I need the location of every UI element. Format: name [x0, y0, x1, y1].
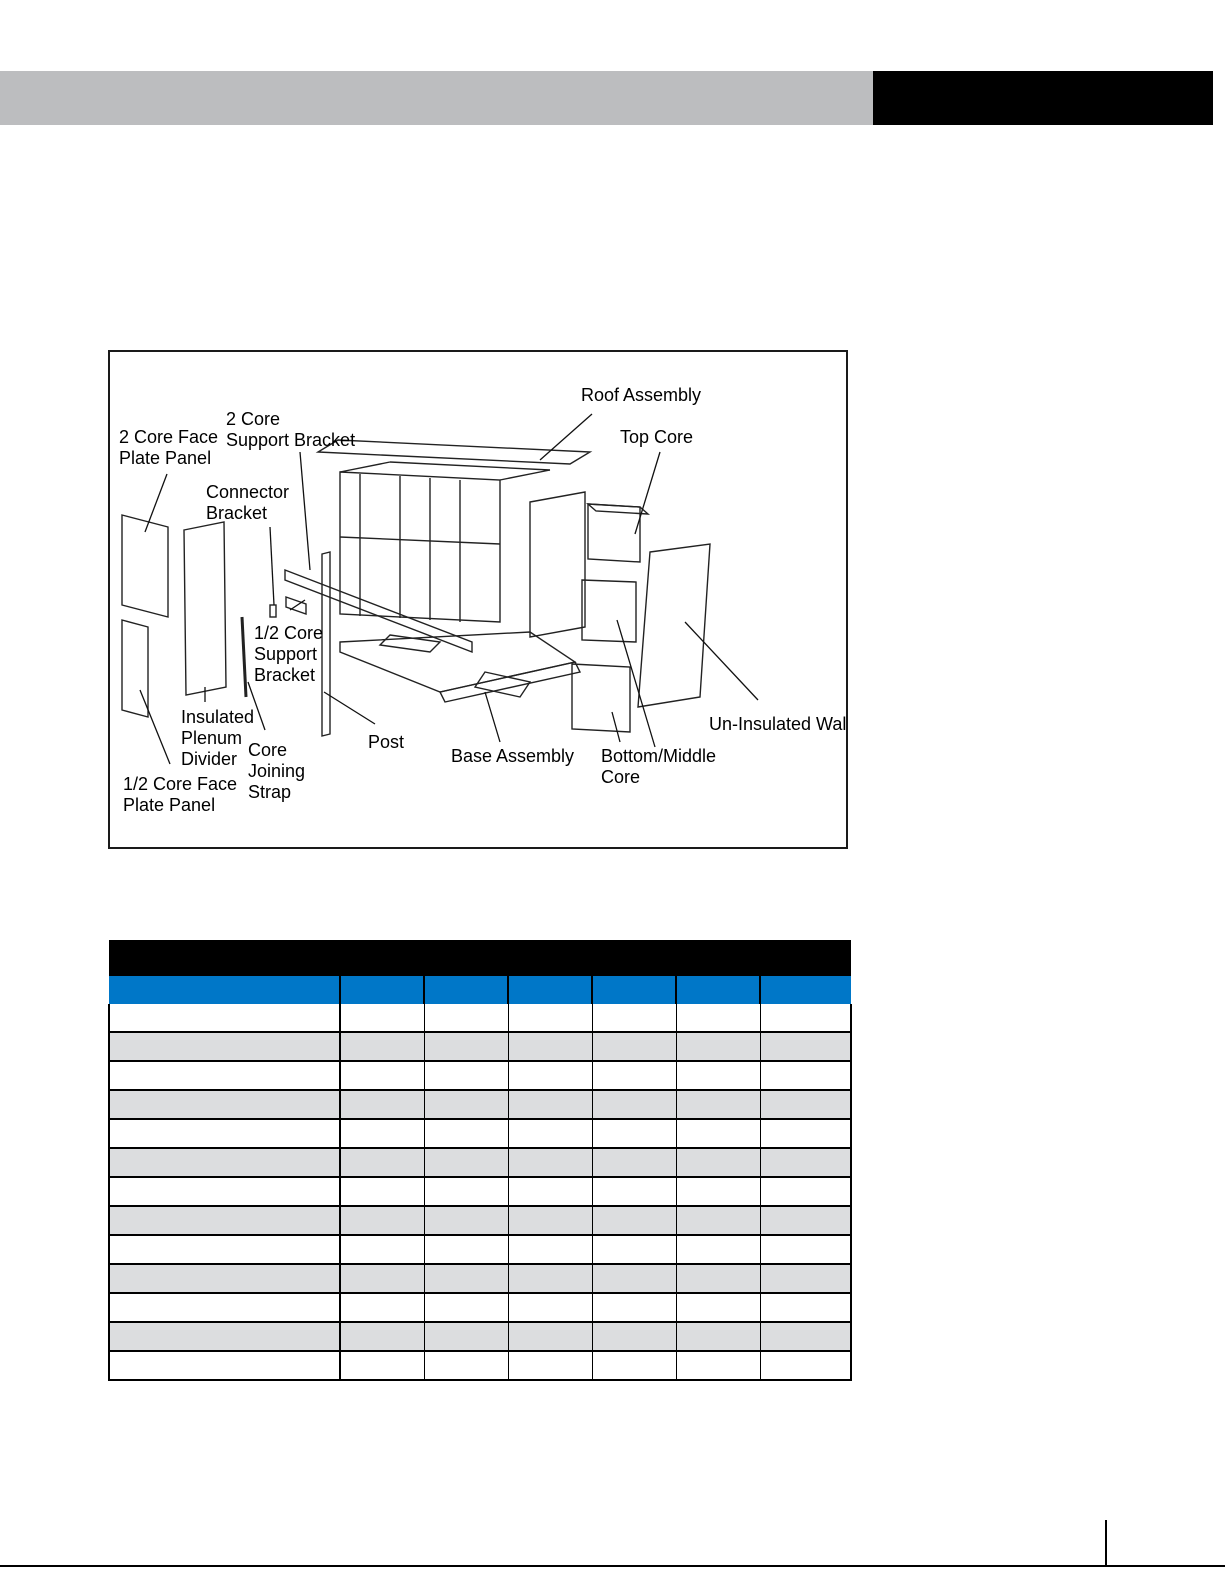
table-cell	[424, 1119, 508, 1148]
label-top-core: Top Core	[620, 427, 694, 447]
table-cell	[676, 1119, 760, 1148]
table-cell	[340, 1351, 424, 1380]
table-cell	[340, 1148, 424, 1177]
table-cell	[424, 1322, 508, 1351]
insulated-plenum-divider-shape	[184, 522, 226, 695]
table-title-row	[109, 940, 851, 976]
table-cell	[592, 1004, 676, 1032]
header-cell	[760, 976, 851, 1004]
label-2-core-face-plate-1: 2 Core Face	[119, 427, 219, 447]
half-core-face-plate-panel-shape	[122, 620, 148, 717]
header-cell	[340, 976, 424, 1004]
table-cell	[340, 1322, 424, 1351]
table-cell	[109, 1148, 340, 1177]
figure-labels	[119, 385, 848, 815]
table-cell	[424, 1148, 508, 1177]
table-cell	[592, 1322, 676, 1351]
footer-divider-horizontal	[0, 1565, 1225, 1567]
table-cell	[508, 1264, 592, 1293]
label-insulated-plenum-3: Divider	[181, 749, 238, 769]
table-cell	[340, 1264, 424, 1293]
label-roof-assembly: Roof Assembly	[581, 385, 702, 405]
label-core-joining-3: Strap	[248, 782, 292, 802]
label-base-assembly: Base Assembly	[451, 746, 575, 766]
table-row	[109, 1322, 851, 1351]
uninsulated-wall-shape	[638, 544, 710, 707]
table-row	[109, 1351, 851, 1380]
table-cell	[760, 1090, 851, 1119]
table-cell	[424, 1090, 508, 1119]
table-cell	[508, 1235, 592, 1264]
table-cell	[508, 1061, 592, 1090]
post-shape	[322, 552, 330, 736]
table-cell	[340, 1032, 424, 1061]
table-cell	[109, 1264, 340, 1293]
table-cell	[340, 1004, 424, 1032]
table-cell	[424, 1235, 508, 1264]
label-insulated-plenum-1: Insulated	[181, 707, 255, 727]
table-cell	[676, 1351, 760, 1380]
table-cell	[109, 1061, 340, 1090]
table-cell	[109, 1119, 340, 1148]
table-cell	[676, 1235, 760, 1264]
table-cell	[676, 1090, 760, 1119]
table-cell	[508, 1293, 592, 1322]
label-bottom-middle-core-1: Bottom/Middle	[601, 746, 717, 766]
label-insulated-plenum-2: Plenum	[181, 728, 243, 748]
table-cell	[760, 1293, 851, 1322]
header-cell	[676, 976, 760, 1004]
table-cell	[760, 1264, 851, 1293]
middle-core-shape	[582, 580, 636, 642]
table-cell	[508, 1004, 592, 1032]
table-title-cell	[109, 940, 851, 976]
header-bar-grey	[0, 71, 873, 125]
label-core-joining-1: Core	[248, 740, 288, 760]
table-cell	[676, 1004, 760, 1032]
label-half-core-support-1: 1/2 Core	[254, 623, 324, 643]
table-row	[109, 1177, 851, 1206]
table-cell	[760, 1235, 851, 1264]
table-cell	[424, 1004, 508, 1032]
header-cell	[508, 976, 592, 1004]
label-half-core-support-2: Support	[254, 644, 318, 664]
table-cell	[508, 1351, 592, 1380]
table-cell	[109, 1351, 340, 1380]
table-cell	[592, 1235, 676, 1264]
label-2-core-face-plate-2: Plate Panel	[119, 448, 212, 468]
table-cell	[508, 1177, 592, 1206]
table-cell	[340, 1090, 424, 1119]
label-half-core-face-plate-1: 1/2 Core Face	[123, 774, 238, 794]
table-cell	[424, 1206, 508, 1235]
assembly-drawing	[110, 352, 848, 849]
table-cell	[109, 1004, 340, 1032]
table-cell	[508, 1148, 592, 1177]
spec-table	[108, 940, 852, 1381]
exploded-assembly-figure	[108, 350, 848, 849]
label-core-joining-2: Joining	[248, 761, 306, 781]
table-row	[109, 1061, 851, 1090]
table-cell	[592, 1061, 676, 1090]
table-cell	[592, 1032, 676, 1061]
table-cell	[760, 1032, 851, 1061]
table-cell	[109, 1293, 340, 1322]
label-2-core-support-bracket-2: Support Bracket	[226, 430, 356, 450]
table-cell	[592, 1206, 676, 1235]
label-bottom-middle-core-2: Core	[601, 767, 641, 787]
table-cell	[340, 1177, 424, 1206]
table-cell	[592, 1351, 676, 1380]
table-cell	[760, 1061, 851, 1090]
table-cell	[424, 1061, 508, 1090]
table-cell	[508, 1090, 592, 1119]
label-half-core-support-3: Bracket	[254, 665, 316, 685]
table-cell	[676, 1264, 760, 1293]
table-cell	[424, 1177, 508, 1206]
table-cell	[109, 1177, 340, 1206]
label-connector-bracket-1: Connector	[206, 482, 290, 502]
table-cell	[592, 1264, 676, 1293]
spec-table-container	[108, 940, 850, 1381]
label-connector-bracket-2: Bracket	[206, 503, 268, 523]
table-cell	[424, 1032, 508, 1061]
table-cell	[424, 1264, 508, 1293]
table-row	[109, 1293, 851, 1322]
label-half-core-face-plate-2: Plate Panel	[123, 795, 216, 815]
label-post: Post	[368, 732, 405, 752]
table-cell	[760, 1177, 851, 1206]
table-cell	[592, 1119, 676, 1148]
table-cell	[760, 1206, 851, 1235]
label-uninsulated-wall: Un-Insulated Wall	[709, 714, 850, 734]
table-row	[109, 1119, 851, 1148]
table-cell	[760, 1351, 851, 1380]
table-cell	[340, 1235, 424, 1264]
header-cell	[109, 976, 340, 1004]
header-bar-black	[873, 71, 1213, 125]
table-cell	[508, 1032, 592, 1061]
table-cell	[109, 1235, 340, 1264]
table-cell	[592, 1148, 676, 1177]
table-cell	[676, 1206, 760, 1235]
base-assembly-shape	[340, 632, 575, 692]
table-row	[109, 1004, 851, 1032]
header-cell	[424, 976, 508, 1004]
table-cell	[676, 1148, 760, 1177]
table-cell	[340, 1293, 424, 1322]
table-cell	[508, 1206, 592, 1235]
label-2-core-support-bracket-1: 2 Core	[226, 409, 281, 429]
table-cell	[424, 1293, 508, 1322]
table-cell	[592, 1090, 676, 1119]
table-row	[109, 1235, 851, 1264]
table-cell	[340, 1206, 424, 1235]
bottom-core-shape	[572, 664, 630, 732]
table-cell	[760, 1004, 851, 1032]
table-header-row	[109, 976, 851, 1004]
table-row	[109, 1148, 851, 1177]
table-cell	[760, 1148, 851, 1177]
table-cell	[508, 1119, 592, 1148]
table-cell	[676, 1293, 760, 1322]
table-cell	[340, 1061, 424, 1090]
table-row	[109, 1206, 851, 1235]
table-cell	[109, 1206, 340, 1235]
table-cell	[592, 1177, 676, 1206]
table-cell	[508, 1322, 592, 1351]
table-cell	[424, 1351, 508, 1380]
table-cell	[340, 1119, 424, 1148]
table-cell	[109, 1032, 340, 1061]
table-cell	[592, 1293, 676, 1322]
table-row	[109, 1264, 851, 1293]
table-cell	[760, 1322, 851, 1351]
table-row	[109, 1090, 851, 1119]
table-cell	[109, 1322, 340, 1351]
table-cell	[676, 1061, 760, 1090]
table-cell	[760, 1119, 851, 1148]
table-cell	[676, 1322, 760, 1351]
table-row	[109, 1032, 851, 1061]
footer-divider-vertical	[1105, 1520, 1107, 1567]
table-cell	[109, 1090, 340, 1119]
table-cell	[676, 1032, 760, 1061]
table-cell	[676, 1177, 760, 1206]
header-cell	[592, 976, 676, 1004]
